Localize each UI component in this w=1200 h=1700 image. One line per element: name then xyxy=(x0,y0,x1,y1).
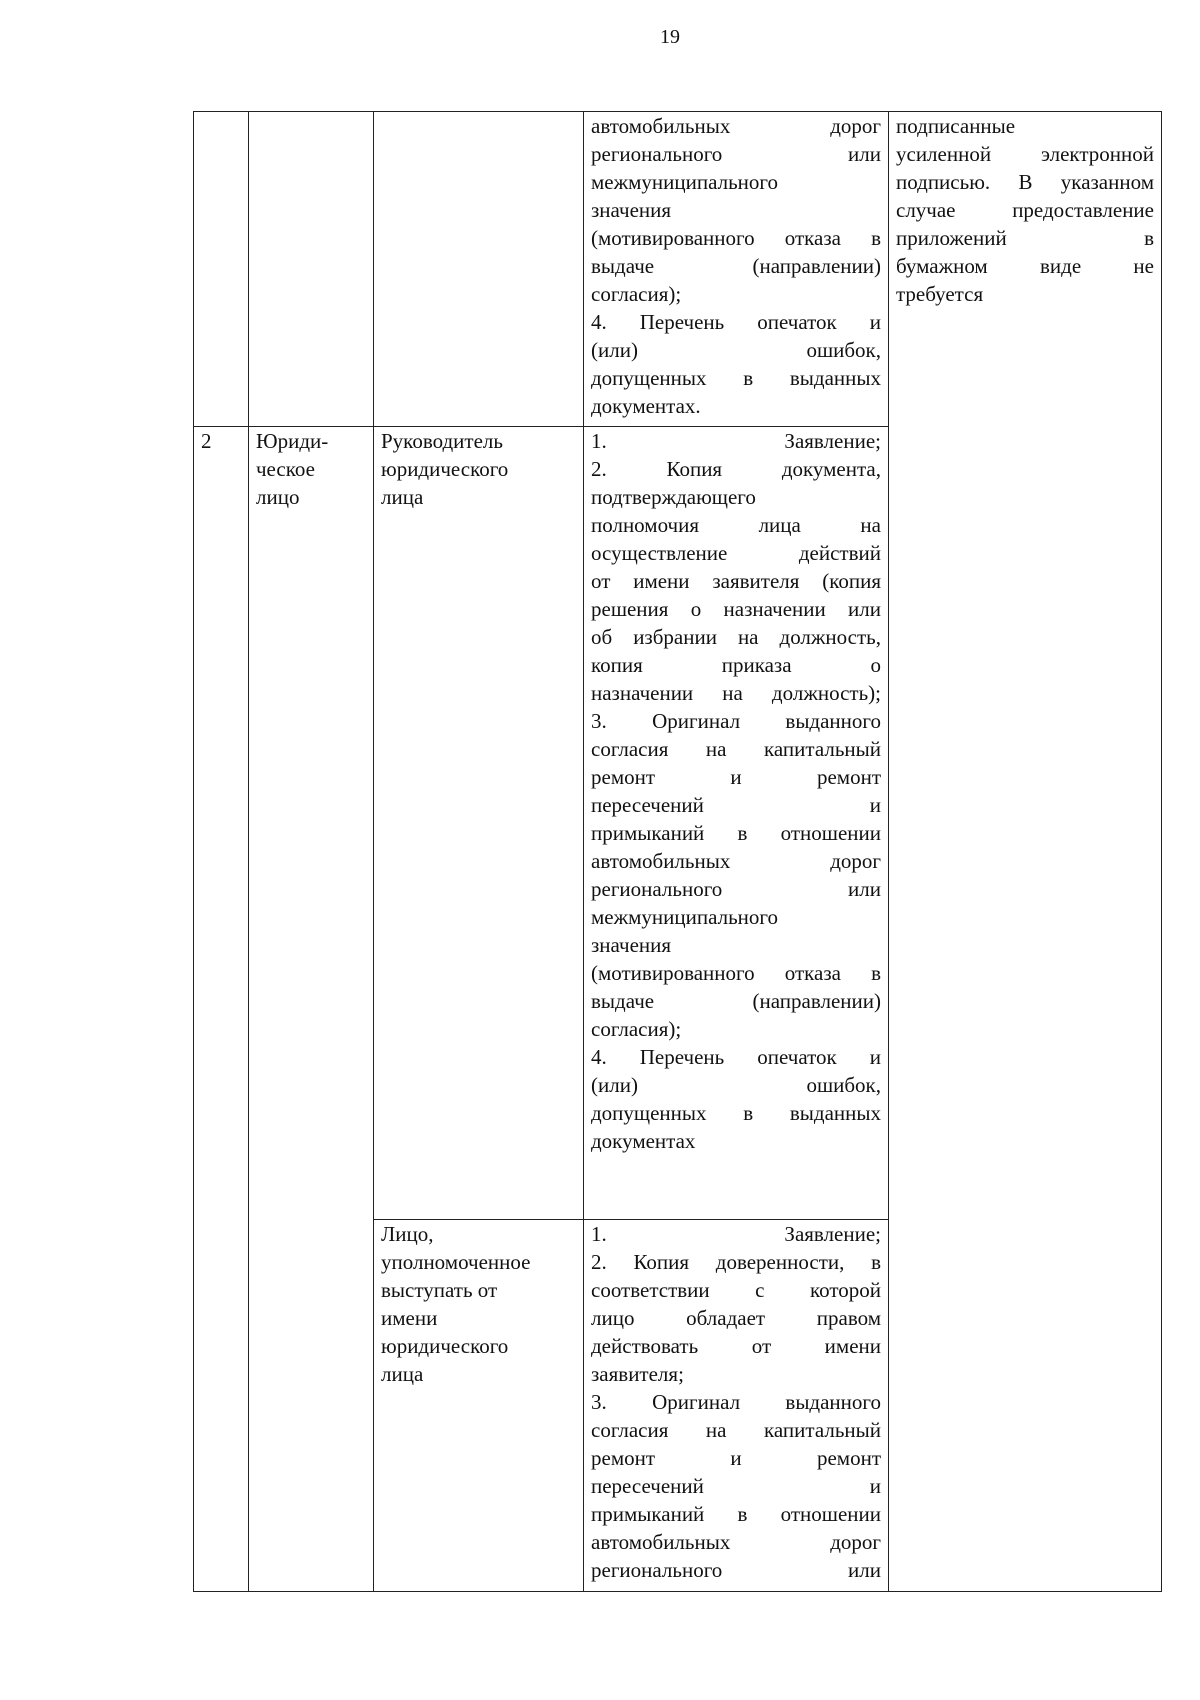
text-line: приложений в xyxy=(896,226,1154,250)
text-line: допущенных в выданных xyxy=(591,1101,881,1125)
text-line: об избрании на должность, xyxy=(591,625,881,649)
text-line: 2. Копия документа, xyxy=(591,457,881,481)
text-line: полномочия лица на xyxy=(591,513,881,537)
text-line: 1. Заявление; xyxy=(591,429,881,453)
cell-applicant-representative xyxy=(374,1220,584,1592)
text-line: примыканий в отношении xyxy=(591,821,881,845)
text-line: ремонт и ремонт xyxy=(591,1446,881,1470)
text-line: подтверждающего xyxy=(591,485,756,509)
text-line: юридического xyxy=(381,457,509,481)
text-line: Лицо, xyxy=(381,1222,434,1246)
text-line: (мотивированного отказа в xyxy=(591,961,881,985)
text-line: лицо xyxy=(256,485,300,509)
cell-documents-head xyxy=(584,427,889,1220)
text-line: 4. Перечень опечаток и xyxy=(591,310,881,334)
text-line: случае предоставление xyxy=(896,198,1154,222)
text-line: Юриди- xyxy=(256,429,329,453)
text-line: 3. Оригинал выданного xyxy=(591,1390,881,1414)
text-line: от имени заявителя (копия xyxy=(591,569,881,593)
text-line: (мотивированного отказа в xyxy=(591,226,881,250)
text-line: согласия на капитальный xyxy=(591,737,881,761)
table-row-continuation xyxy=(194,112,1162,427)
text-line: регионального или xyxy=(591,142,881,166)
text-line: подписанные xyxy=(896,114,1016,138)
text-line: значения xyxy=(591,198,672,222)
text-line: бумажном виде не xyxy=(896,254,1154,278)
text-line: выдаче (направлении) xyxy=(591,989,881,1013)
text-line: требуется xyxy=(896,282,984,306)
text-line: согласия); xyxy=(591,1017,682,1041)
text-line: выдаче (направлении) xyxy=(591,254,881,278)
text-line: имени xyxy=(381,1306,438,1330)
text-line: примыканий в отношении xyxy=(591,1502,881,1526)
cell-documents-representative xyxy=(584,1220,889,1592)
text-line: межмуниципального xyxy=(591,170,778,194)
text-line: пересечений и xyxy=(591,1474,881,1498)
text-line: согласия); xyxy=(591,282,682,306)
text-line: усиленной электронной xyxy=(896,142,1154,166)
text-line: 4. Перечень опечаток и xyxy=(591,1045,881,1069)
text-line: 1. Заявление; xyxy=(591,1222,881,1246)
text-line: ремонт и ремонт xyxy=(591,765,881,789)
cell-applicant-empty xyxy=(374,112,584,427)
text-line: соответствии с которой xyxy=(591,1278,881,1302)
cell-number-empty xyxy=(194,112,249,427)
text-line: документах. xyxy=(591,394,701,418)
text-line: лицо обладает правом xyxy=(591,1306,881,1330)
text-line: юридического xyxy=(381,1334,509,1358)
text-line: автомобильных дорог xyxy=(591,849,881,873)
text-line: лица xyxy=(381,1362,424,1386)
documents-table xyxy=(193,111,1162,1592)
text-line: заявителя; xyxy=(591,1362,684,1386)
text-line: 2. Копия доверенности, в xyxy=(591,1250,881,1274)
text-line: пересечений и xyxy=(591,793,881,817)
text-line: (или) ошибок, xyxy=(591,1073,881,1097)
cell-documents-continuation xyxy=(584,112,889,427)
text-line: значения xyxy=(591,933,672,957)
text-line: действовать от имени xyxy=(591,1334,881,1358)
text-line: согласия на капитальный xyxy=(591,1418,881,1442)
text-line: (или) ошибок, xyxy=(591,338,881,362)
page-number: 19 xyxy=(660,26,680,48)
text-line: автомобильных дорог xyxy=(591,114,881,138)
text-line: документах xyxy=(591,1129,696,1153)
text-line: выступать от xyxy=(381,1278,498,1302)
cell-row-number: 2 xyxy=(194,427,249,1592)
cell-note xyxy=(889,112,1162,1592)
text-line: регионального или xyxy=(591,877,881,901)
text-line: допущенных в выданных xyxy=(591,366,881,390)
text-line: уполномоченное xyxy=(381,1250,531,1274)
text-line: назначении на должность); xyxy=(591,681,881,705)
text-line: 3. Оригинал выданного xyxy=(591,709,881,733)
text-line: осуществление действий xyxy=(591,541,881,565)
cell-applicant-category xyxy=(249,427,374,1592)
cell-applicant-head xyxy=(374,427,584,1220)
text-line: регионального или xyxy=(591,1558,881,1582)
text-line: автомобильных дорог xyxy=(591,1530,881,1554)
text-line: лица xyxy=(381,485,424,509)
text-line: Руководитель xyxy=(381,429,503,453)
text-line: решения о назначении или xyxy=(591,597,881,621)
text-line: копия приказа о xyxy=(591,653,881,677)
text-line: межмуниципального xyxy=(591,905,778,929)
text-line: ческое xyxy=(256,457,315,481)
text-line: подписью. В указанном xyxy=(896,170,1154,194)
cell-category-empty xyxy=(249,112,374,427)
